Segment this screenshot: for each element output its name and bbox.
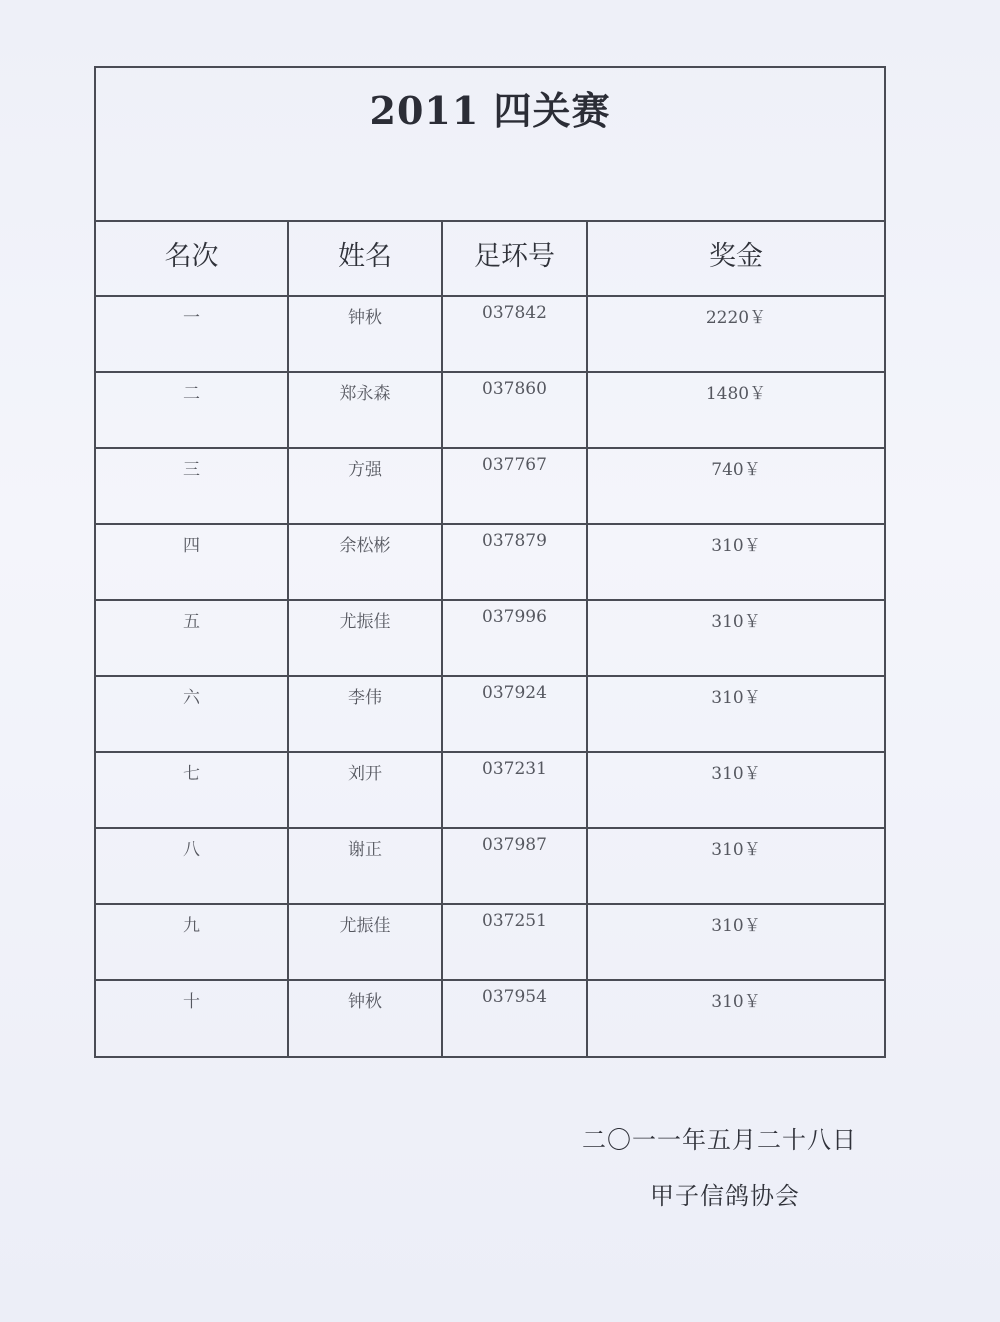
prize-cell: 310￥: [587, 600, 884, 676]
prize-cell: 310￥: [587, 676, 884, 752]
name-cell: 方强: [288, 448, 442, 524]
table-row: [96, 828, 884, 904]
ring-cell: 037860: [442, 372, 587, 448]
prize-cell: 310￥: [587, 828, 884, 904]
prize-cell: 2220￥: [587, 296, 884, 372]
table-row: [96, 752, 884, 828]
table-row: [96, 296, 884, 372]
rank-cell: 二: [96, 372, 288, 448]
table-row: [96, 372, 884, 448]
prize-cell: 1480￥: [587, 372, 884, 448]
table-row: [96, 524, 884, 600]
prize-cell: 310￥: [587, 752, 884, 828]
ring-cell: 037842: [442, 296, 587, 372]
rank-cell: 九: [96, 904, 288, 980]
header-prize: 奖金: [587, 222, 884, 296]
table-row: [96, 448, 884, 524]
name-cell: 李伟: [288, 676, 442, 752]
rank-cell: 五: [96, 600, 288, 676]
header-row: [96, 222, 884, 296]
name-cell: 尤振佳: [288, 904, 442, 980]
header-rank: 名次: [96, 222, 288, 296]
prize-cell: 310￥: [587, 904, 884, 980]
name-cell: 郑永森: [288, 372, 442, 448]
rank-cell: 六: [96, 676, 288, 752]
header-name: 姓名: [288, 222, 442, 296]
table-row: [96, 904, 884, 980]
ring-cell: 037251: [442, 904, 587, 980]
ring-cell: 037987: [442, 828, 587, 904]
table-row: [96, 980, 884, 1056]
name-cell: 余松彬: [288, 524, 442, 600]
header-ring-number: 足环号: [442, 222, 587, 296]
rank-cell: 一: [96, 296, 288, 372]
name-cell: 钟秋: [288, 296, 442, 372]
ring-cell: 037767: [442, 448, 587, 524]
rank-cell: 十: [96, 980, 288, 1056]
prize-cell: 740￥: [587, 448, 884, 524]
name-cell: 谢正: [288, 828, 442, 904]
ring-cell: 037996: [442, 600, 587, 676]
issue-date: 二〇一一年五月二十八日: [582, 1126, 857, 1154]
table-row: [96, 676, 884, 752]
name-cell: 刘开: [288, 752, 442, 828]
prize-cell: 310￥: [587, 524, 884, 600]
ring-cell: 037924: [442, 676, 587, 752]
name-cell: 钟秋: [288, 980, 442, 1056]
rank-cell: 四: [96, 524, 288, 600]
ring-cell: 037954: [442, 980, 587, 1056]
rank-cell: 八: [96, 828, 288, 904]
organization-name: 甲子信鸽协会: [650, 1182, 800, 1210]
title-area: [96, 68, 884, 222]
rank-cell: 七: [96, 752, 288, 828]
ring-cell: 037231: [442, 752, 587, 828]
prize-cell: 310￥: [711, 992, 761, 1012]
ring-cell: 037879: [442, 524, 587, 600]
results-frame: [94, 66, 886, 1058]
document-title: 2011 四关赛: [369, 88, 611, 133]
results-table: [96, 222, 884, 1056]
name-cell: 尤振佳: [288, 600, 442, 676]
table-row: [96, 600, 884, 676]
rank-cell: 三: [96, 448, 288, 524]
